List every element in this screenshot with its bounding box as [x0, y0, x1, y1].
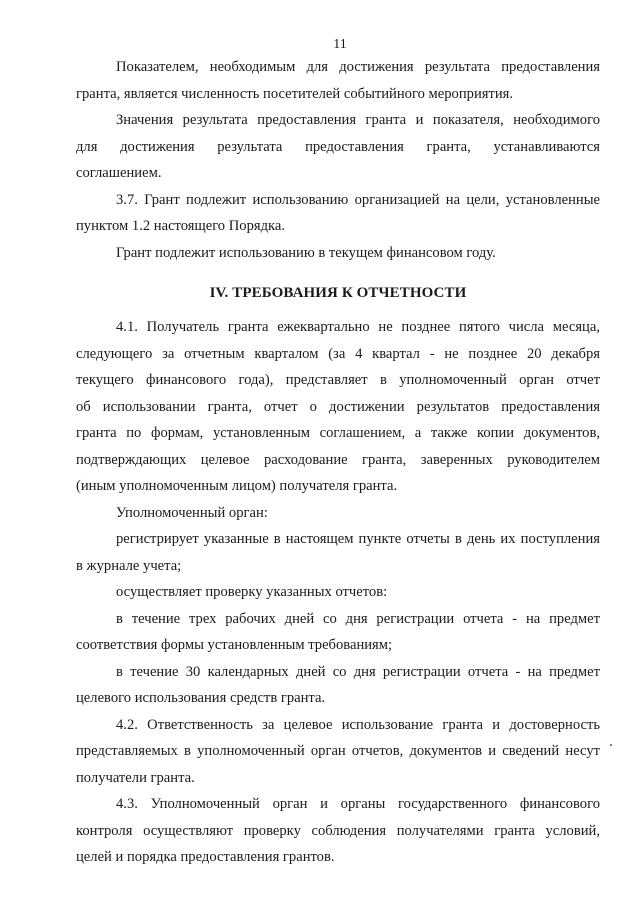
- text-line: соглашением.: [76, 165, 162, 181]
- text-line: для достижения результата предоставления гранта, устанавливаются: [76, 138, 600, 155]
- text-line: соответствия формы установленным требованиям;: [76, 637, 393, 653]
- document-body: [76, 54, 600, 871]
- paragraph: [76, 712, 600, 792]
- text-line: текущего финансового года), представляет в уполномоченный орган отчет: [76, 372, 600, 388]
- text-line: Грант подлежит использованию в текущем финансовом году.: [116, 244, 496, 261]
- text-line: подтверждающих целевое расходование гранта, заверенных руководителем: [76, 451, 600, 468]
- text-line: 4.2. Ответственность за целевое использование гранта и достоверность: [116, 716, 600, 733]
- paragraph: [76, 314, 600, 500]
- text-line: целевого использования средств гранта.: [76, 690, 326, 706]
- paragraph: [76, 107, 600, 187]
- section-heading: IV. ТРЕБОВАНИЯ К ОТЧЕТНОСТИ: [209, 285, 467, 301]
- text-line: гранта по формам, установленным соглашением, а также копии документов,: [76, 425, 600, 441]
- paragraph: [76, 500, 600, 527]
- text-line: (иным уполномоченным лицом) получателя гранта.: [76, 478, 398, 494]
- text-line: Показателем, необходимым для достижения результата предоставления: [116, 59, 600, 75]
- text-line: контроля осуществляют проверку соблюдения получателями гранта условий,: [76, 822, 600, 839]
- text-line: в течение трех рабочих дней со дня регистрации отчета - на предмет: [116, 610, 600, 627]
- paragraph: [76, 606, 600, 659]
- paragraph: [76, 659, 600, 712]
- text-line: Значения результата предоставления гранта и показателя, необходимого: [116, 112, 600, 128]
- paragraph: [76, 187, 600, 240]
- text-line: целей и порядка предоставления грантов.: [76, 849, 335, 865]
- paragraph: [76, 791, 600, 871]
- page-number: 11: [333, 37, 347, 52]
- text-line: 4.1. Получатель гранта ежеквартально не позднее пятого числа месяца,: [116, 319, 600, 335]
- text-line: 3.7. Грант подлежит использованию организацией на цели, установленные: [116, 191, 600, 208]
- scan-speck: [610, 744, 612, 746]
- text-line: 4.3. Уполномоченный орган и органы государственного финансового: [116, 796, 600, 812]
- paragraph: [76, 240, 600, 267]
- text-line: пунктом 1.2 настоящего Порядка.: [76, 218, 286, 234]
- text-line: гранта, является численность посетителей событийного мероприятия.: [76, 85, 514, 102]
- text-line: осуществляет проверку указанных отчетов:: [116, 584, 388, 600]
- text-line: в течение 30 календарных дней со дня регистрации отчета - на предмет: [116, 663, 600, 680]
- text-line: Уполномоченный орган:: [116, 504, 268, 521]
- paragraph: [76, 54, 600, 107]
- text-line: регистрирует указанные в настоящем пункте отчеты в день их поступления: [116, 531, 600, 547]
- paragraph: [76, 526, 600, 579]
- text-line: получатели гранта.: [76, 769, 195, 786]
- text-line: представляемых в уполномоченный орган отчетов, документов и сведений несут: [76, 743, 600, 759]
- paragraph: [76, 579, 600, 606]
- text-line: в журнале учета;: [76, 557, 182, 574]
- text-line: об использовании гранта, отчет о достижении результатов предоставления: [76, 398, 600, 415]
- text-line: следующего за отчетным кварталом (за 4 квартал - не позднее 20 декабря: [76, 345, 600, 362]
